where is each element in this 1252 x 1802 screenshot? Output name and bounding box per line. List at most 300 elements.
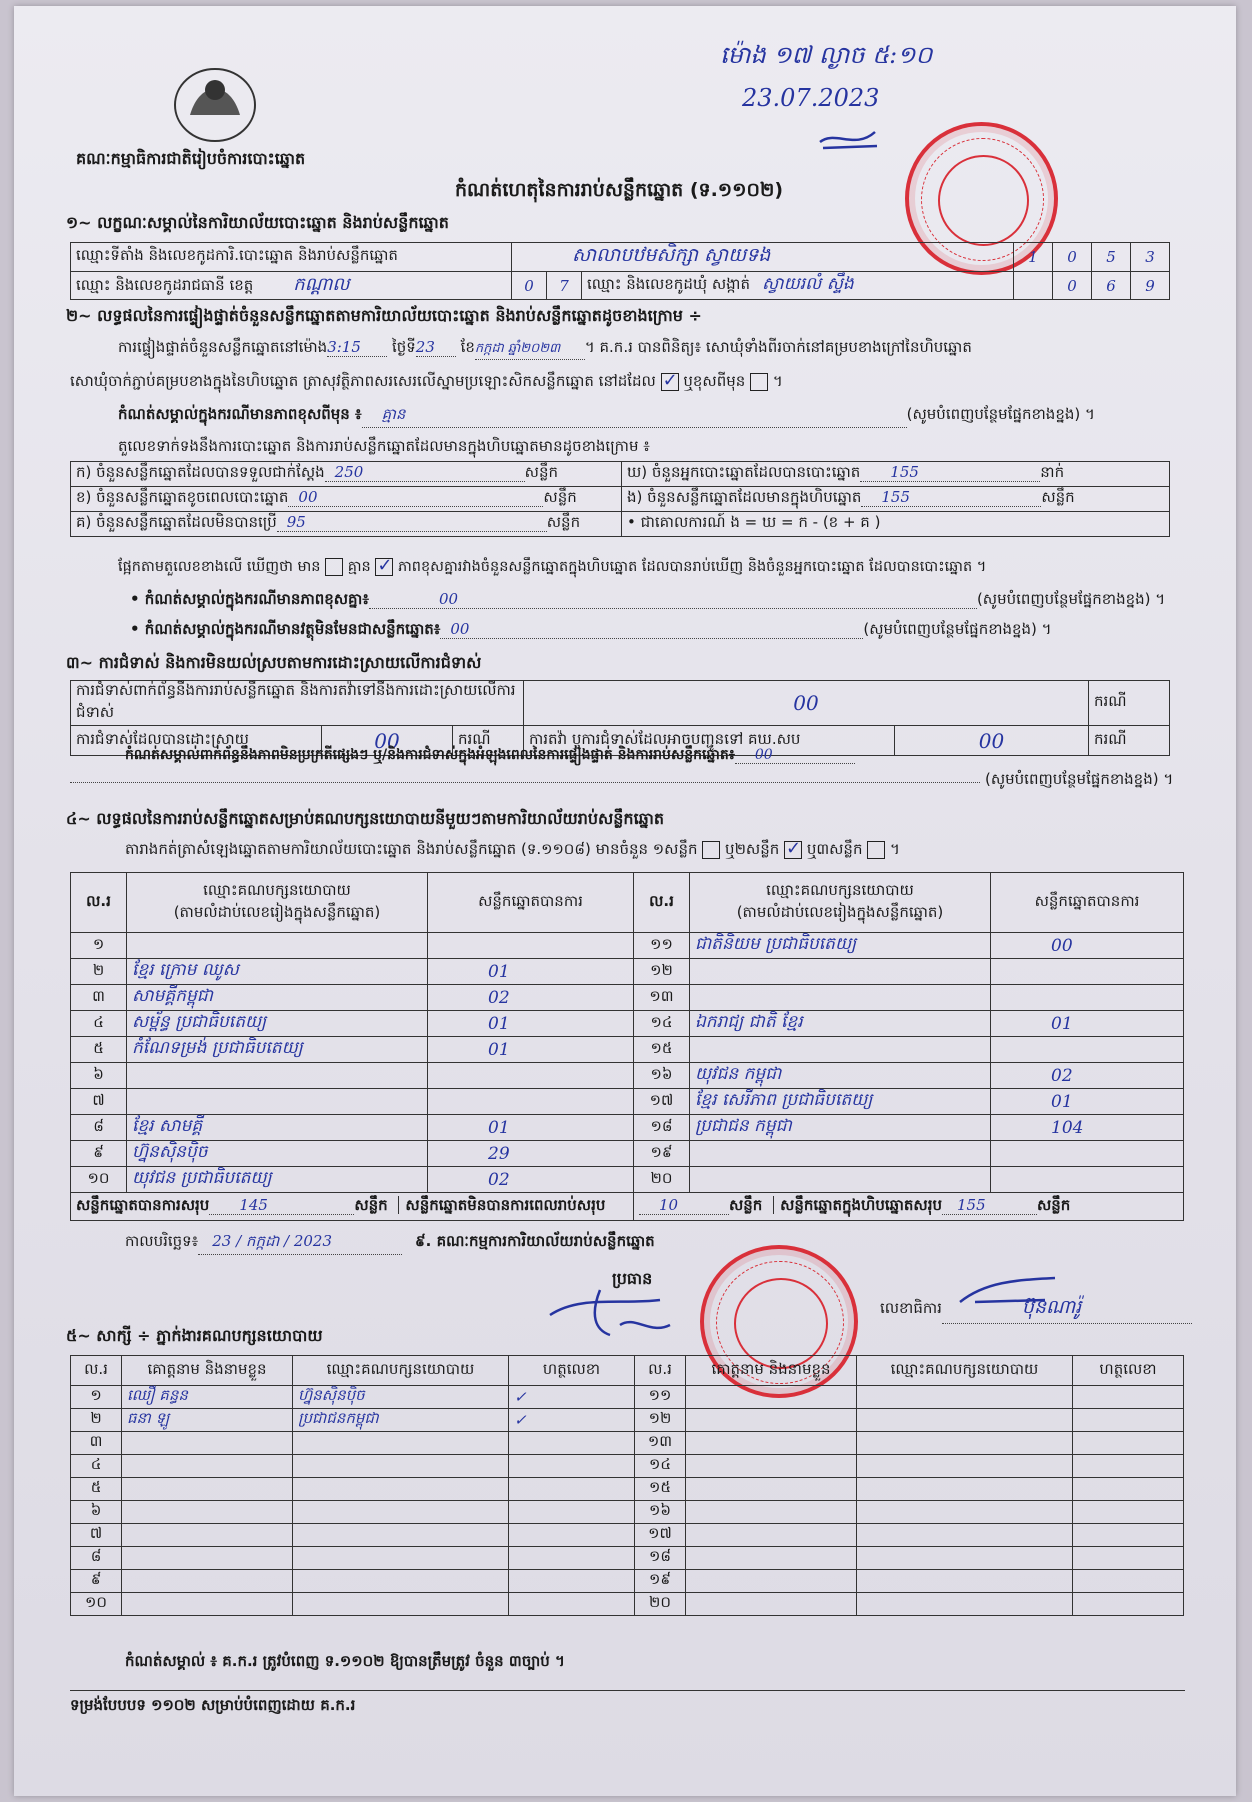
- objection-label: ការជំទាស់ពាក់ព័ន្ធនឹងការរាប់សន្លឹកឆ្នោត និងការតវ៉ាទៅនឹងការដោះស្រាយលើការជំទាស់: [71, 681, 524, 726]
- witness-name: [122, 1478, 293, 1501]
- result-no: ២: [71, 959, 127, 985]
- station-label: ឈ្មោះទីតាំង និងលេខកូដការិ.បោះឆ្នោត និងរាប់សន្លឹកឆ្នោត: [71, 243, 512, 272]
- witness-party: [857, 1386, 1073, 1409]
- province-value: កណ្តាល: [293, 274, 350, 295]
- result-no: ២០: [634, 1167, 690, 1193]
- witness-col-sign: ហត្ថលេខា: [509, 1356, 635, 1386]
- results-row: [71, 1037, 1184, 1063]
- figure-c-unit: សន្លឹក: [546, 513, 581, 531]
- result-party: ខ្មែរ សាមគ្គី: [127, 1115, 428, 1141]
- witness-no: ១១: [635, 1386, 686, 1409]
- result-no: ១: [71, 933, 127, 959]
- result-votes: [991, 1037, 1184, 1063]
- result-votes: [991, 959, 1184, 985]
- witness-party: ប្រជាជនកម្ពុជា: [293, 1409, 509, 1432]
- results-col-votes-2: សន្លឹកឆ្នោតបានការ: [991, 873, 1184, 933]
- results-row: [71, 1167, 1184, 1193]
- result-votes: 02: [428, 985, 634, 1011]
- witness-party: [293, 1593, 509, 1616]
- verify-day: 23: [416, 338, 456, 357]
- witness-col-party-2: ឈ្មោះគណបក្សនយោបាយ: [857, 1356, 1073, 1386]
- witness-sign: [1073, 1478, 1184, 1501]
- result-votes: 00: [991, 933, 1184, 959]
- result-no: ៧: [71, 1089, 127, 1115]
- result-party: យុវជន កម្ពុជា: [690, 1063, 991, 1089]
- station-value: សាលាបឋមសិក្សា ស្វាយទង: [512, 243, 1014, 272]
- section5-title: ៥~ សាក្សី ÷ ភ្នាក់ងារគណបក្សនយោបាយ: [66, 1326, 323, 1345]
- result-party: [690, 1141, 991, 1167]
- chair-label: ប្រធាន: [612, 1269, 653, 1288]
- result-no: ៩: [71, 1141, 127, 1167]
- three-sheet-label: ឬ៣សន្លឹក: [806, 840, 863, 858]
- remark-label: កំណត់សម្គាល់ក្នុងករណីមានភាពខុសពីមុន ៖: [118, 405, 362, 423]
- witness-name: ឈឿ គន្ធន: [122, 1386, 293, 1409]
- result-party: [690, 1037, 991, 1063]
- remark-value: គ្មាន: [362, 405, 907, 428]
- witness-no: ១០: [71, 1593, 122, 1616]
- witness-col-no: ល.រ: [71, 1356, 122, 1386]
- witness-party: [857, 1547, 1073, 1570]
- witness-name: [686, 1593, 857, 1616]
- result-party: ខ្មែរ សេរីភាព ប្រជាធិបតេយ្យ: [690, 1089, 991, 1115]
- figure-d-value: 155: [860, 463, 1040, 482]
- resolved-value: 00: [322, 726, 453, 756]
- witness-sign: [1073, 1432, 1184, 1455]
- results-row: [71, 1011, 1184, 1037]
- handwritten-time: ម៉ោង ១៧ ល្ងាច ៥:១០: [720, 41, 933, 69]
- results-row: [71, 1063, 1184, 1089]
- result-no: ៤: [71, 1011, 127, 1037]
- result-no: ១៦: [634, 1063, 690, 1089]
- irregular-fill-note: (សូមបំពេញបន្ថែមផ្នែកខាងខ្នង) ។: [985, 770, 1174, 788]
- witness-no: ១៥: [635, 1478, 686, 1501]
- witness-name: [686, 1432, 857, 1455]
- figure-c: [71, 512, 622, 537]
- witness-sign: [1073, 1524, 1184, 1547]
- witness-sign: [509, 1478, 635, 1501]
- secretary-name: ប៊ុនណារ៉ូ: [942, 1295, 1192, 1324]
- results-col-votes: សន្លឹកឆ្នោតបានការ: [428, 873, 634, 933]
- tally-intro: តារាងកត់ត្រាសំឡេងឆ្នោតតាមការិយាល័យបោះឆ្នោត និងរាប់សន្លឹកឆ្នោត (ទ.១១០៨) មានចំនួន ១សន្លឹក: [125, 840, 698, 858]
- secretary-signature: [955, 1272, 1065, 1312]
- no-diff-checkbox[interactable]: [375, 558, 393, 576]
- results-col-party-title: ឈ្មោះគណបក្សនយោបាយ: [203, 880, 351, 899]
- witness-row: [71, 1386, 1184, 1409]
- result-votes: [428, 1063, 634, 1089]
- result-votes: [428, 1089, 634, 1115]
- station-code-3: 5: [1092, 243, 1131, 272]
- footer-form: ទម្រង់បែបបទ ១១០២ សម្រាប់បំពេញដោយ គ.ក.រ: [70, 1696, 356, 1714]
- commune-label: ឈ្មោះ និងលេខកូដឃុំ សង្កាត់: [587, 275, 750, 293]
- results-row: [71, 1089, 1184, 1115]
- witness-col-party: ឈ្មោះគណបក្សនយោបាយ: [293, 1356, 509, 1386]
- result-party: ប្រជាជន កម្ពុជា: [690, 1115, 991, 1141]
- province-code-2: 7: [547, 272, 582, 300]
- result-no: ១២: [634, 959, 690, 985]
- witness-party: [857, 1455, 1073, 1478]
- same-checkbox[interactable]: [661, 373, 679, 391]
- verify-text-a: ការផ្ទៀងផ្ទាត់ចំនួនសន្លឹកឆ្នោតនៅម៉ោង: [118, 338, 328, 356]
- foreign-fill-note: (សូមបំពេញបន្ថែមផ្នែកខាងខ្នង) ។: [863, 620, 1052, 638]
- witness-no: ៦: [71, 1501, 122, 1524]
- handwritten-date: 23.07.2023: [742, 84, 880, 112]
- signing-date-value: 23 / កក្កដា / 2023: [198, 1232, 402, 1255]
- result-no: ១១: [634, 933, 690, 959]
- result-no: ១៨: [634, 1115, 690, 1141]
- witness-no: ១៤: [635, 1455, 686, 1478]
- witness-no: ៨: [71, 1547, 122, 1570]
- commune-code-2: 6: [1092, 272, 1131, 300]
- witness-sign: [509, 1432, 635, 1455]
- result-votes: 02: [991, 1063, 1184, 1089]
- witness-sign: [509, 1501, 635, 1524]
- total-box-value: 155: [942, 1196, 1037, 1215]
- witness-col-name: គោត្តនាម និងនាមខ្លួន: [122, 1356, 293, 1386]
- witness-no: ១៦: [635, 1501, 686, 1524]
- verify-text-d: ។ គ.ក.រ បានពិនិត្យ៖ សោឃុំទាំងពីរចាក់នៅគម្របខាងក្រៅនៃហិបឆ្នោត: [584, 338, 972, 356]
- total-box: [634, 1193, 1184, 1221]
- figure-e: [622, 487, 1170, 512]
- diff-label: • កំណត់សម្គាល់ក្នុងករណីមានភាពខុសគ្នា៖: [130, 590, 369, 608]
- total-valid: [71, 1193, 634, 1221]
- witness-sign: [1073, 1547, 1184, 1570]
- commune-code-1: 0: [1053, 272, 1092, 300]
- witness-party: [293, 1524, 509, 1547]
- station-code-2: 0: [1053, 243, 1092, 272]
- witness-row: [71, 1547, 1184, 1570]
- witness-no: ១: [71, 1386, 122, 1409]
- witness-name: [122, 1570, 293, 1593]
- witness-no: ៩: [71, 1570, 122, 1593]
- witness-name: [686, 1409, 857, 1432]
- footer-note: កំណត់សម្គាល់ ៖ គ.ក.រ ត្រូវបំពេញ ទ.១១០២ ឱ្យបានត្រឹមត្រូវ ចំនួន ៣ច្បាប់ ។: [125, 1652, 565, 1670]
- commune-value: ស្វាយរលំ ស្ទឹង: [761, 274, 854, 294]
- appeal-value: 00: [895, 726, 1089, 756]
- total-valid-unit: សន្លឹក: [354, 1195, 388, 1214]
- result-no: ៥: [71, 1037, 127, 1063]
- result-party: [127, 1063, 428, 1089]
- signing-date-label: កាលបរិច្ឆេទ៖: [125, 1232, 199, 1250]
- figure-e-label: ង) ចំនួនសន្លឹកឆ្នោតដែលមានក្នុងហិបឆ្នោត: [627, 488, 862, 506]
- witness-party: [857, 1501, 1073, 1524]
- witness-party: [857, 1409, 1073, 1432]
- no-diff-label: គ្មាន: [347, 559, 371, 575]
- witness-party: [293, 1501, 509, 1524]
- witness-row: [71, 1432, 1184, 1455]
- witness-table: [70, 1355, 1184, 1616]
- witness-sign: ✓: [509, 1409, 635, 1432]
- remark-line: [118, 405, 1095, 428]
- appeal-unit: ករណី: [1089, 726, 1170, 756]
- figure-a-label: ក) ចំនួនសន្លឹកឆ្នោតដែលបានទទួលជាក់ស្តែង: [76, 463, 325, 481]
- witness-sign: [1073, 1570, 1184, 1593]
- committee-name: គណៈកម្មាធិការជាតិរៀបចំការបោះឆ្នោត: [76, 149, 306, 168]
- witness-party: [857, 1524, 1073, 1547]
- total-invalid-value: 10: [639, 1196, 729, 1215]
- witness-sign: [509, 1570, 635, 1593]
- witness-party: [857, 1478, 1073, 1501]
- results-col-party-sub: (តាមលំដាប់លេខរៀងក្នុងសន្លឹកឆ្នោត): [173, 902, 381, 921]
- figure-a: [71, 462, 622, 487]
- results-row: [71, 1141, 1184, 1167]
- diff-value: 00: [369, 590, 977, 609]
- footer-rule: [70, 1690, 1185, 1691]
- result-votes: 104: [991, 1115, 1184, 1141]
- witness-no: ៣: [71, 1432, 122, 1455]
- result-no: ១០: [71, 1167, 127, 1193]
- figures-table: [70, 461, 1170, 537]
- witness-name: [122, 1501, 293, 1524]
- result-no: ១៥: [634, 1037, 690, 1063]
- witness-sign: [1073, 1593, 1184, 1616]
- tally-sheet-line: តារាងកត់ត្រាសំឡេងឆ្នោតតាមការិយាល័យបោះឆ្នោត និងរាប់សន្លឹកឆ្នោត (ទ.១១០៨) មានចំនួន ១សន្លឹក ឬ២សន្លឹក ✓ ឬ៣សន្លឹក ។: [125, 840, 900, 862]
- witness-sign: [1073, 1501, 1184, 1524]
- witness-no: ២: [71, 1409, 122, 1432]
- result-party: [690, 985, 991, 1011]
- count-committee: ៩. គណៈកម្មការការិយាល័យរាប់សន្លឹកឆ្នោត: [415, 1232, 655, 1250]
- total-valid-value: 145: [209, 1196, 354, 1215]
- nec-logo: [170, 60, 260, 145]
- witness-party: [293, 1547, 509, 1570]
- witness-name: [686, 1478, 857, 1501]
- results-row: [71, 959, 1184, 985]
- verify-line-1: [118, 338, 1178, 360]
- verify-line2-text: សោឃុំចាក់ភ្ជាប់គម្របខាងក្នុងនៃហិបឆ្នោត ត្រាសុវត្ថិភាពសរសេរលើស្នាមប្រឡោះសិកសន្លឹកឆ្នោត នៅដដែល: [70, 372, 656, 390]
- result-party: ហ្វ៊ុនស៊ិនប៉ិច: [127, 1141, 428, 1167]
- witness-party: [857, 1570, 1073, 1593]
- diff-remark: [130, 590, 1165, 612]
- signing-date-line: [125, 1232, 655, 1255]
- result-votes: 01: [991, 1011, 1184, 1037]
- result-party: ខ្មែរ ក្រោម ឈូស: [127, 959, 428, 985]
- province-row: [71, 272, 512, 300]
- figure-e-unit: សន្លឹក: [1041, 488, 1075, 506]
- result-party: [690, 959, 991, 985]
- witness-party: ហ្វ៊ុនស៊ិនប៉ិច: [293, 1386, 509, 1409]
- result-no: ៦: [71, 1063, 127, 1089]
- witness-row: [71, 1409, 1184, 1432]
- station-code-1: 1: [1014, 243, 1053, 272]
- result-party: [690, 1167, 991, 1193]
- witness-sign: [509, 1547, 635, 1570]
- figure-c-label: គ) ចំនួនសន្លឹកឆ្នោតដែលមិនបានប្រើ: [76, 513, 277, 531]
- witness-name: [122, 1455, 293, 1478]
- witness-party: [293, 1432, 509, 1455]
- witness-sign: [1073, 1409, 1184, 1432]
- station-code-4: 3: [1131, 243, 1170, 272]
- witness-name: [686, 1547, 857, 1570]
- changed-checkbox[interactable]: [750, 373, 768, 391]
- verify-line-2: សោឃុំចាក់ភ្ជាប់គម្របខាងក្នុងនៃហិបឆ្នោត ត្រាសុវត្ថិភាពសរសេរលើស្នាមប្រឡោះសិកសន្លឹកឆ្នោត នៅដដែល ✓ ឬខុសពីមុន ។: [70, 372, 783, 394]
- top-signature: [815, 120, 885, 155]
- result-no: ១៣: [634, 985, 690, 1011]
- result-party: កំណែទម្រង់ ប្រជាធិបតេយ្យ: [127, 1037, 428, 1063]
- results-col-no-2: ល.រ: [634, 873, 690, 933]
- result-votes: 01: [428, 959, 634, 985]
- appeal-label: ការតវ៉ា ឬការជំទាស់ដែលអាចបញ្ជូនទៅ គឃ.សប: [524, 726, 895, 756]
- section1-title: ១~ លក្ខណៈសម្គាល់នៃការិយាល័យបោះឆ្នោត និងរាប់សន្លឹកឆ្នោត: [66, 213, 449, 232]
- result-no: ៨: [71, 1115, 127, 1141]
- witness-no: ១៨: [635, 1547, 686, 1570]
- witness-col-no-2: ល.រ: [635, 1356, 686, 1386]
- result-votes: 02: [428, 1167, 634, 1193]
- result-party: សម្ព័ន្ធ ប្រជាធិបតេយ្យ: [127, 1011, 428, 1037]
- remark-fill-note: (សូមបំពេញបន្ថែមផ្នែកខាងខ្នង) ។: [906, 405, 1095, 423]
- witness-name: [122, 1593, 293, 1616]
- result-no: ១៤: [634, 1011, 690, 1037]
- figure-a-value: 250: [325, 463, 525, 482]
- result-no: ១៧: [634, 1089, 690, 1115]
- witness-party: [293, 1478, 509, 1501]
- result-party: ឯករាជ្យ ជាតិ ខ្មែរ: [690, 1011, 991, 1037]
- verify-month: កក្កដា ឆ្នាំ២០២៣: [475, 340, 585, 360]
- result-party: [127, 1089, 428, 1115]
- witness-name: [686, 1386, 857, 1409]
- total-box-unit: សន្លឹក: [1036, 1195, 1071, 1214]
- witness-sign: [509, 1524, 635, 1547]
- witness-name: ធនា ឡូ: [122, 1409, 293, 1432]
- witness-row: [71, 1478, 1184, 1501]
- witness-sign: ✓: [509, 1386, 635, 1409]
- has-diff-checkbox[interactable]: [325, 558, 343, 576]
- witness-no: ១៩: [635, 1570, 686, 1593]
- foreign-remark: [130, 620, 1052, 642]
- two-sheet-checkbox[interactable]: [784, 841, 802, 859]
- irregular-remark: [125, 745, 855, 766]
- chair-signature: [540, 1275, 720, 1355]
- figure-c-value: 95: [277, 513, 547, 532]
- witness-no: ៥: [71, 1478, 122, 1501]
- witness-col-name-2: គោត្តនាម និងនាមខ្លួន: [686, 1356, 857, 1386]
- results-col-no: ល.រ: [71, 873, 127, 933]
- result-no: ១៩: [634, 1141, 690, 1167]
- witness-name: [122, 1524, 293, 1547]
- result-party: យុវជន ប្រជាធិបតេយ្យ: [127, 1167, 428, 1193]
- witness-row: [71, 1501, 1184, 1524]
- compare-line: [118, 558, 986, 579]
- resolved-unit: ករណី: [453, 726, 524, 756]
- witness-party: [293, 1570, 509, 1593]
- diff-fill-note: (សូមបំពេញបន្ថែមផ្នែកខាងខ្នង) ។: [976, 590, 1166, 608]
- witness-name: [686, 1501, 857, 1524]
- witness-row: [71, 1455, 1184, 1478]
- witness-no: ១៣: [635, 1432, 686, 1455]
- result-votes: 29: [428, 1141, 634, 1167]
- witness-party: [857, 1593, 1073, 1616]
- figure-d-unit: នាក់: [1040, 463, 1065, 481]
- witness-no: ៤: [71, 1455, 122, 1478]
- witness-name: [686, 1524, 857, 1547]
- section3-title: ៣~ ការជំទាស់ និងការមិនយល់ស្របតាមការដោះស្រាយលើការជំទាស់: [66, 653, 482, 672]
- irregular-dotline: [70, 782, 980, 783]
- result-votes: 01: [428, 1115, 634, 1141]
- province-code-1: 0: [512, 272, 547, 300]
- result-votes: 01: [428, 1037, 634, 1063]
- section4-title: ៤~ លទ្ធផលនៃការរាប់សន្លឹកឆ្នោតសម្រាប់គណបក្សនយោបាយនីមួយៗតាមការិយាល័យរាប់សន្លឹកឆ្នោត: [66, 809, 665, 828]
- result-votes: 01: [991, 1089, 1184, 1115]
- result-party: ជាតិនិយម ប្រជាធិបតេយ្យ: [690, 933, 991, 959]
- witness-row: [71, 1570, 1184, 1593]
- witness-party: [293, 1455, 509, 1478]
- figure-d-label: ឃ) ចំនួនអ្នកបោះឆ្នោតដែលបានបោះឆ្នោត: [627, 463, 861, 481]
- objection-unit: ករណី: [1089, 681, 1170, 726]
- witness-name: [686, 1455, 857, 1478]
- results-row: [71, 985, 1184, 1011]
- witness-name: [122, 1432, 293, 1455]
- witness-no: ១២: [635, 1409, 686, 1432]
- verify-text-c: ខែ: [460, 338, 475, 356]
- result-party: សាមគ្គីកម្ពុជា: [127, 985, 428, 1011]
- figure-b-unit: សន្លឹក: [543, 488, 577, 506]
- figure-b-value: 00: [288, 488, 543, 507]
- commune-row: [582, 272, 1014, 300]
- section2-title: ២~ លទ្ធផលនៃការផ្ទៀងផ្ទាត់ចំនួនសន្លឹកឆ្នោតតាមការិយាល័យបោះឆ្នោត និងរាប់សន្លឹកឆ្នោតដូចខាងក្រោម ÷: [66, 306, 702, 325]
- witness-row: [71, 1593, 1184, 1616]
- compare-text-c: ភាពខុសគ្នារវាងចំនួនសន្លឹកឆ្នោតក្នុងហិបឆ្នោត ដែលបានរាប់ឃើញ និងចំនួនអ្នកបោះឆ្នោត ដែលបានបោះឆ្នោត ។: [397, 559, 987, 575]
- witness-no: ១៧: [635, 1524, 686, 1547]
- results-row: [71, 1115, 1184, 1141]
- results-col-party-2: [690, 873, 991, 933]
- results-col-party: [127, 873, 428, 933]
- witness-no: ២០: [635, 1593, 686, 1616]
- one-sheet-checkbox[interactable]: [702, 841, 720, 859]
- result-votes: [991, 1141, 1184, 1167]
- witness-sign: [509, 1455, 635, 1478]
- witness-sign: [1073, 1386, 1184, 1409]
- figure-b-label: ខ) ចំនួនសន្លឹកឆ្នោតខូចពេលបោះឆ្នោត: [76, 488, 289, 506]
- total-box-label: សន្លឹកឆ្នោតក្នុងហិបឆ្នោតសរុប: [780, 1195, 942, 1214]
- changed-label: ឬខុសពីមុន: [683, 372, 746, 390]
- results-table: [70, 872, 1184, 1221]
- witness-no: ៧: [71, 1524, 122, 1547]
- two-sheet-label: ឬ២សន្លឹក: [725, 840, 780, 858]
- commune-code-3: 9: [1131, 272, 1170, 300]
- result-party: [127, 933, 428, 959]
- compare-text-a: ផ្អែកតាមតួលេខខាងលើ ឃើញថា មាន: [118, 559, 321, 575]
- total-valid-label: សន្លឹកឆ្នោតបានការសរុប: [76, 1195, 210, 1214]
- result-votes: [428, 933, 634, 959]
- results-col-party-title-2: ឈ្មោះគណបក្សនយោបាយ: [766, 880, 914, 899]
- total-invalid-unit: សន្លឹក: [729, 1195, 763, 1214]
- witness-sign: [1073, 1455, 1184, 1478]
- result-votes: [991, 1167, 1184, 1193]
- three-sheet-checkbox[interactable]: [867, 841, 885, 859]
- irregular-value: 00: [735, 747, 855, 764]
- verify-text-b: ថ្ងៃទី: [391, 338, 416, 356]
- witness-row: [71, 1524, 1184, 1547]
- result-no: ៣: [71, 985, 127, 1011]
- objection-value: 00: [524, 681, 1089, 726]
- results-col-party-sub-2: (តាមលំដាប់លេខរៀងក្នុងសន្លឹកឆ្នោត): [736, 902, 944, 921]
- witness-party: [857, 1432, 1073, 1455]
- witness-name: [122, 1547, 293, 1570]
- resolved-label: ការជំទាស់ដែលបានដោះស្រាយ: [71, 726, 322, 756]
- witness-name: [686, 1570, 857, 1593]
- results-row: [71, 933, 1184, 959]
- irregular-label: កំណត់សម្គាល់ពាក់ព័ន្ធនឹងភាពមិនប្រក្រតីផ្សេងៗ ឬ/និងការជំទាស់ក្នុងអំឡុងពេលនៃការផ្ទៀងផ្ទាត់ និងការរាប់សន្លឹកឆ្នោត៖: [125, 747, 735, 763]
- figure-d: [622, 462, 1170, 487]
- figure-a-unit: សន្លឹក: [524, 463, 558, 481]
- figures-intro: តួលេខទាក់ទងនឹងការបោះឆ្នោត និងការរាប់សន្លឹកឆ្នោតដែលមានក្នុងហិបឆ្នោតមានដូចខាងក្រោម ៖: [118, 437, 650, 455]
- witness-col-sign-2: ហត្ថលេខា: [1073, 1356, 1184, 1386]
- form-title: កំណត់ហេតុនៃការរាប់សន្លឹកឆ្នោត (ទ.១១០២): [455, 179, 784, 201]
- figure-formula: • ជាគោលការណ៍ ង = ឃ = ក - (ខ + គ ): [622, 512, 1170, 537]
- foreign-value: 00: [440, 620, 863, 639]
- foreign-label: • កំណត់សម្គាល់ក្នុងករណីមានវត្ថុមិនមែនជាសន្លឹកឆ្នោត៖: [130, 620, 441, 638]
- secretary-label: លេខាធិការ: [880, 1299, 942, 1317]
- figure-b: [71, 487, 622, 512]
- total-invalid-label: សន្លឹកឆ្នោតមិនបានការពេលរាប់សរុប: [405, 1195, 606, 1214]
